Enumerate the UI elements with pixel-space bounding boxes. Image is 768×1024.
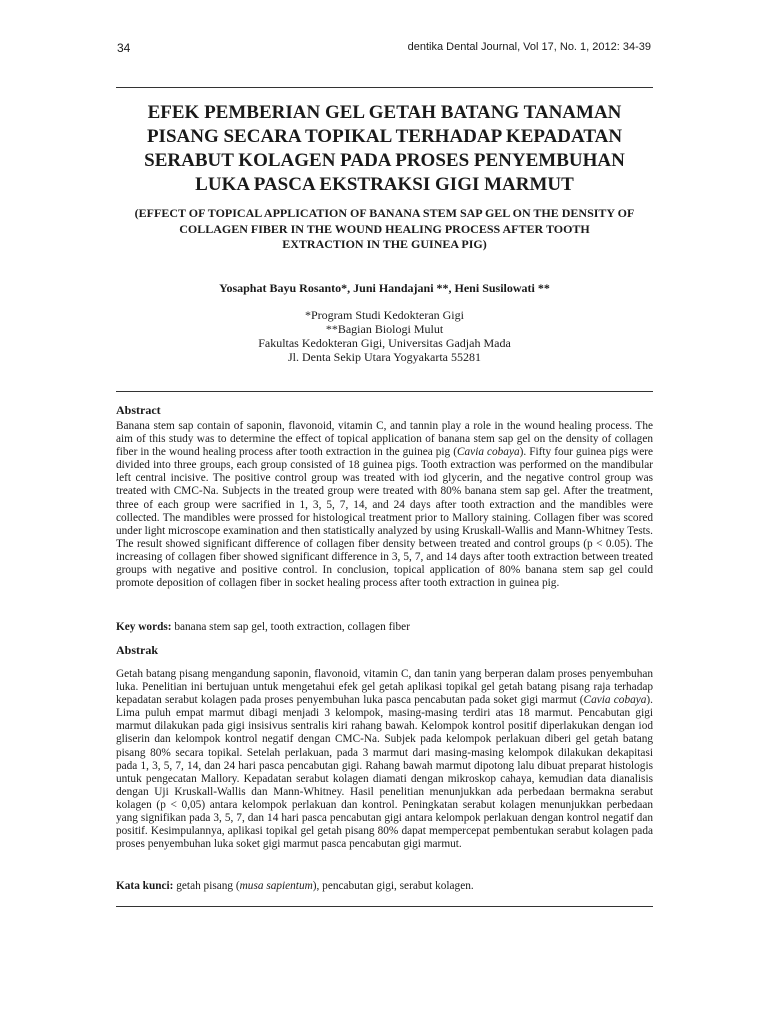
abstrak-text-part: Getah batang pisang mengandung saponin, flavonoid, vitamin C, dan tanin yang berperan dalam proses penyembuhan luka. Penelitian ini bertujuan untuk mengetahui efek gel getah aplikasi topikal gel getah batang pisang raja terhadap kepadatan serabut kolagen pada proses penyembuhan luka pasca pencabutan pada soket gigi marmut ( bbox=[116, 668, 653, 707]
affiliations bbox=[116, 308, 653, 364]
species-name: Cavia cobaya bbox=[457, 446, 520, 459]
abstract-text-part: Banana stem sap contain of saponin, flavonoid, vitamin C, and tannin play a role in the wound healing process. The aim of this study was to determine the effect of topical application of banana stem sap gel on the density of collagen fiber in the wound healing process after tooth extraction in the guinea pig ( bbox=[116, 420, 653, 459]
abstrak-text bbox=[116, 668, 653, 851]
abstrak-heading: Abstrak bbox=[116, 643, 159, 657]
affiliation-line: Fakultas Kedokteran Gigi, Universitas Gadjah Mada bbox=[258, 336, 511, 350]
kata-kunci-label: Kata kunci: bbox=[116, 880, 174, 892]
page-number: 34 bbox=[117, 41, 131, 55]
subtitle-line: EXTRACTION IN THE GUINEA PIG) bbox=[282, 237, 487, 251]
title-top-rule bbox=[116, 87, 653, 88]
abstract-heading: Abstract bbox=[116, 403, 161, 417]
keywords-label: Key words: bbox=[116, 621, 172, 633]
affiliation-line: *Program Studi Kedokteran Gigi bbox=[305, 308, 464, 322]
species-name: musa sapientum bbox=[239, 880, 313, 892]
abstrak-text-part: ). Lima puluh empat marmut dibagi menjadi 3 kelompok, masing-masing terdiri atas 18 marmut. Pencabutan gigi marmut dilakukan pada gigi insisivus sentralis kiri rahang bawah. Kelompok kontrol positif diperlakukan dengan iod gliserin dan kelompok kontrol negatif dengan CMC-Na. Subjek pada kelompok perlakuan diberi gel getah batang pisang 80% secara topikal. Setelah perlakuan, pada 3 marmut dari masing-masing kelompok dilakukan dekapitasi pada 1, 3, 5, 7, 14, dan 24 hari pasca pencabutan gigi. Rahang bawah marmut dipotong lalu dibuat preparat histologis untuk pengecatan Mallory. Kepadatan serabut kolagen diamati dengan mikroskop cahaya, kemudian data dianalisis dengan Uji Kruskall-Wallis dan Mann-Whitney. Hasil penelitian menunjukkan ada perbedaan bermakna serabut kolagen (p < 0,05) antara kelompok perlakuan dan kontrol. Peningkatan serabut kolagen menunjukkan perbedaan yang signifikan pada 3, 5, 7, dan 14 hari pasca pencabutan gigi antara kelompok perlakuan dengan kontrol negatif dan positif. Kesimpulannya, aplikasi topikal gel getah pisang 80% dapat mempercepat pembentukan serabut kolagen pada proses penyembuhan luka soket gigi marmut pasca pencabutan gigi marmut. bbox=[116, 694, 653, 851]
kata-kunci-text: ), pencabutan gigi, serabut kolagen. bbox=[312, 880, 474, 892]
keywords bbox=[116, 621, 653, 633]
abstract-text bbox=[116, 420, 653, 590]
title-line: EFEK PEMBERIAN GEL GETAH BATANG TANAMAN bbox=[147, 102, 622, 123]
title-line: LUKA PASCA EKSTRAKSI GIGI MARMUT bbox=[195, 174, 574, 195]
journal-citation: dentika Dental Journal, Vol 17, No. 1, 2012: 34-39 bbox=[407, 41, 651, 53]
bottom-rule bbox=[116, 906, 653, 907]
english-title bbox=[116, 206, 653, 253]
affiliation-line: Jl. Denta Sekip Utara Yogyakarta 55281 bbox=[288, 350, 481, 364]
title-line: SERABUT KOLAGEN PADA PROSES PENYEMBUHAN bbox=[144, 150, 625, 171]
kata-kunci bbox=[116, 880, 653, 892]
abstract-top-rule bbox=[116, 391, 653, 392]
abstract-text-part: ). Fifty four guinea pigs were divided into three groups, each group consisted of 18 guinea pigs. Tooth extraction was performed on the mandibular left central incisive. The positive control group was treated with iod glycerin, and the negative control group was treated with CMC-Na. Subjects in the treated group were treated with 80% banana stem sap gel. After the treatment, three of each group were sacrified in 1, 3, 5, 7, 14, and 24 days after tooth extraction and the mandibles were collected. The mandibles were prossed for histological treatment prior to Mallory staining. Collagen fiber was scored under light microscope examination and then statistically analyzed by using Kruskall-Wallis and Mann-Whitney Tests. The result showed significant difference of collagen fiber density between treated and control groups (p < 0.05). The increasing of collagen fiber showed significant difference in 3, 5, 7, and 14 days after tooth extraction between treated groups with negative and positive control. In conclusion, topical application of 80% banana stem sap gel could promote deposition of collagen fiber in socket healing process after tooth extraction in guinea pig. bbox=[116, 446, 653, 590]
title-line: PISANG SECARA TOPIKAL TERHADAP KEPADATAN bbox=[146, 126, 623, 147]
keywords-text: banana stem sap gel, tooth extraction, collagen fiber bbox=[171, 621, 410, 633]
article-title bbox=[116, 101, 653, 197]
species-name: Cavia cobaya bbox=[583, 694, 647, 707]
subtitle-line: COLLAGEN FIBER IN THE WOUND HEALING PROCESS AFTER TOOTH bbox=[179, 221, 590, 236]
kata-kunci-text: getah pisang ( bbox=[173, 880, 240, 892]
affiliation-line: **Bagian Biologi Mulut bbox=[325, 322, 444, 336]
author-list: Yosaphat Bayu Rosanto*, Juni Handajani **, Heni Susilowati ** bbox=[219, 281, 550, 295]
subtitle-line: (EFFECT OF TOPICAL APPLICATION OF BANANA STEM SAP GEL ON THE DENSITY OF bbox=[134, 206, 635, 220]
